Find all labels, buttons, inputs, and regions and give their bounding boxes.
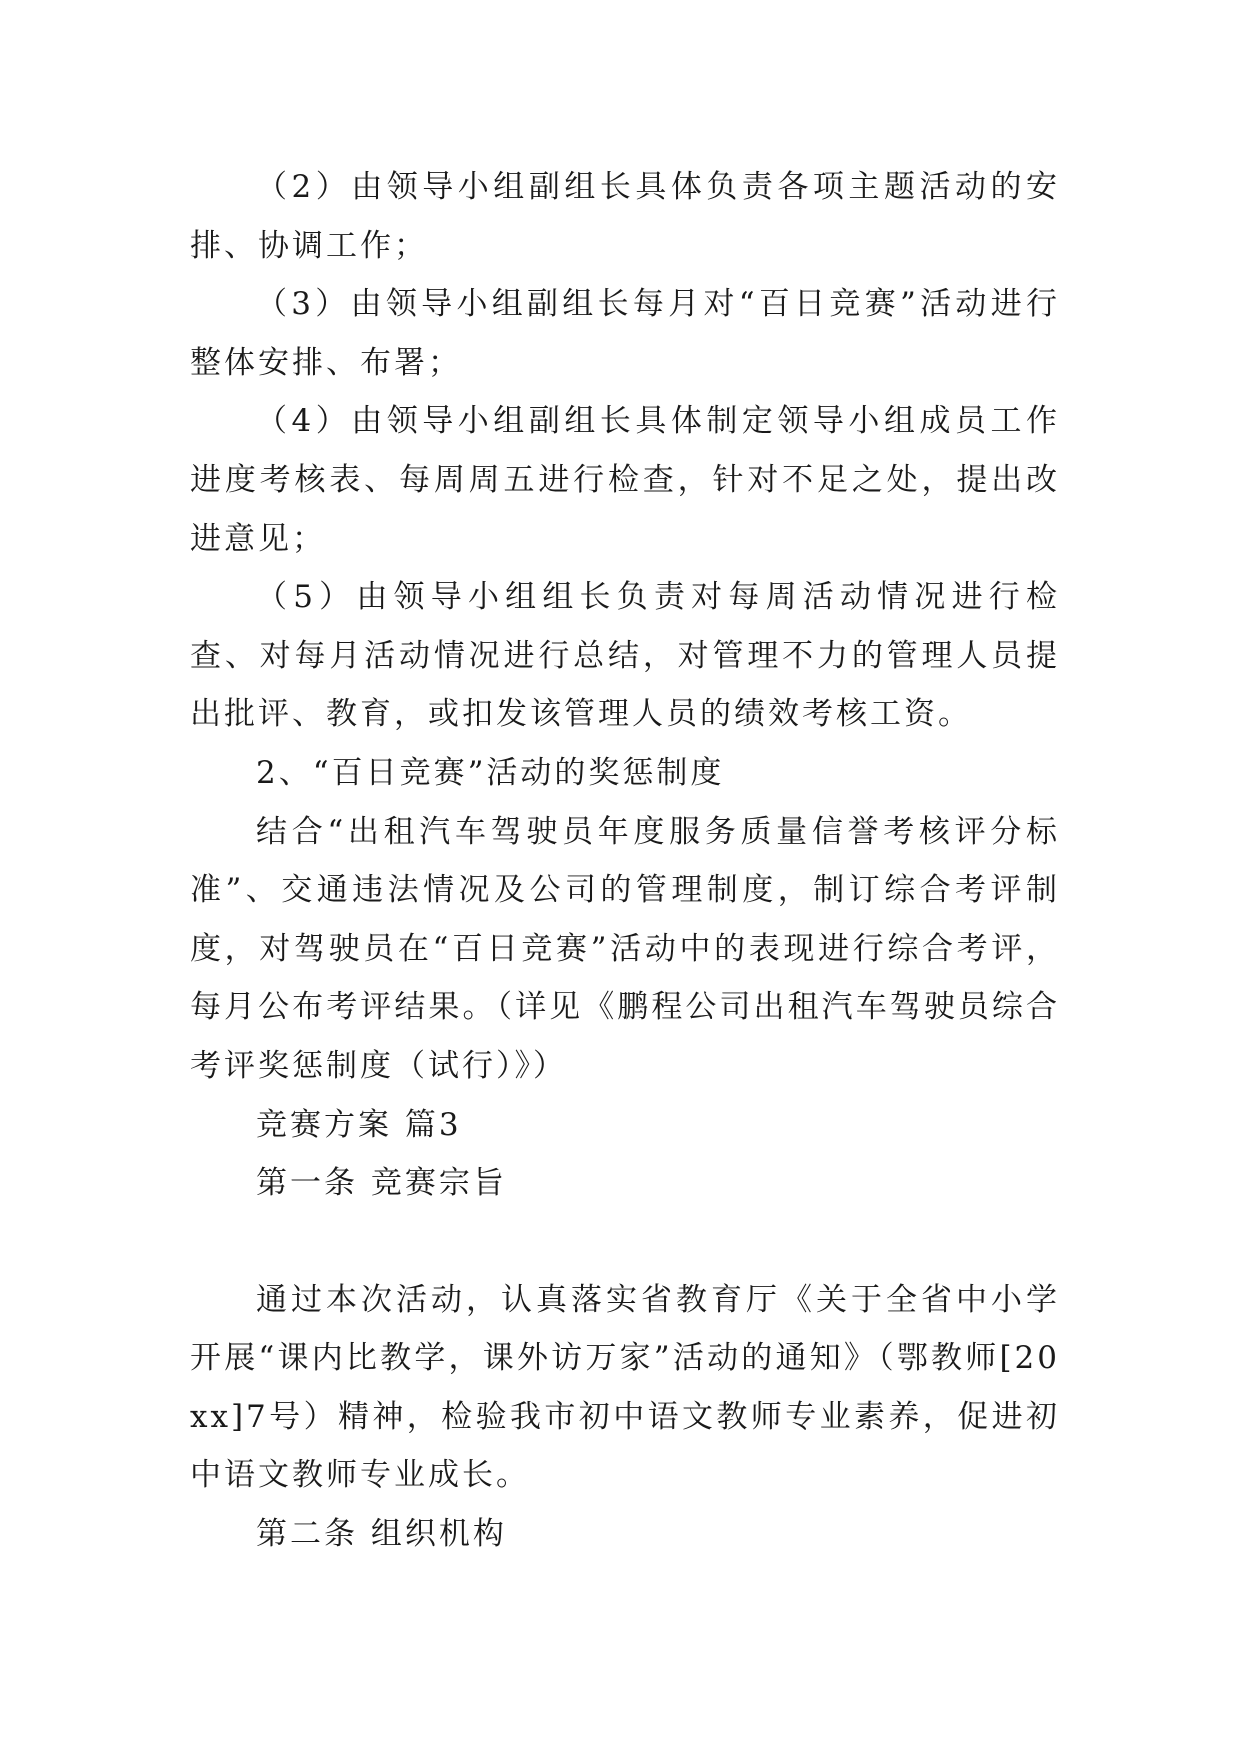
paragraph-leader-duty-4: （4）由领导小组副组长具体制定领导小组成员工作进度考核表、每周周五进行检查，针对不足之处，提出改进意见； [190,403,1060,557]
document-body [190,158,1060,1564]
paragraph-rewards-system: 结合“出租汽车驾驶员年度服务质量信誉考核评分标准”、交通违法情况及公司的管理制度，制订综合考评制度，对驾驶员在“百日竞赛”活动中的表现进行综合考评，每月公布考评结果。（详见《鹏程公司出租汽车驾驶员综合考评奖惩制度（试行）》） [190,813,1060,1084]
article-heading-2: 第二条 组织机构 [256,1516,507,1553]
paragraph-leader-duty-5: （5）由领导小组组长负责对每周活动情况进行检查、对每月活动情况进行总结，对管理不力的管理人员提出批评、教育，或扣发该管理人员的绩效考核工资。 [190,579,1060,733]
paragraph-competition-purpose: 通过本次活动，认真落实省教育厅《关于全省中小学开展“课内比教学，课外访万家”活动的通知》（鄂教师[20xx]7号）精神，检验我市初中语文教师专业素养，促进初中语文教师专业成长。 [190,1281,1060,1494]
blank-line [190,1213,1060,1271]
paragraph-leader-duty-3: （3）由领导小组副组长每月对“百日竞赛”活动进行整体安排、布署； [190,286,1060,381]
article-heading-1: 第一条 竞赛宗旨 [256,1165,507,1202]
section-heading-rewards: 2、“百日竞赛”活动的奖惩制度 [256,754,725,791]
section-heading-plan-3: 竞赛方案 篇3 [256,1106,462,1143]
paragraph-leader-duty-2: （2）由领导小组副组长具体负责各项主题活动的安排、协调工作； [190,169,1060,264]
